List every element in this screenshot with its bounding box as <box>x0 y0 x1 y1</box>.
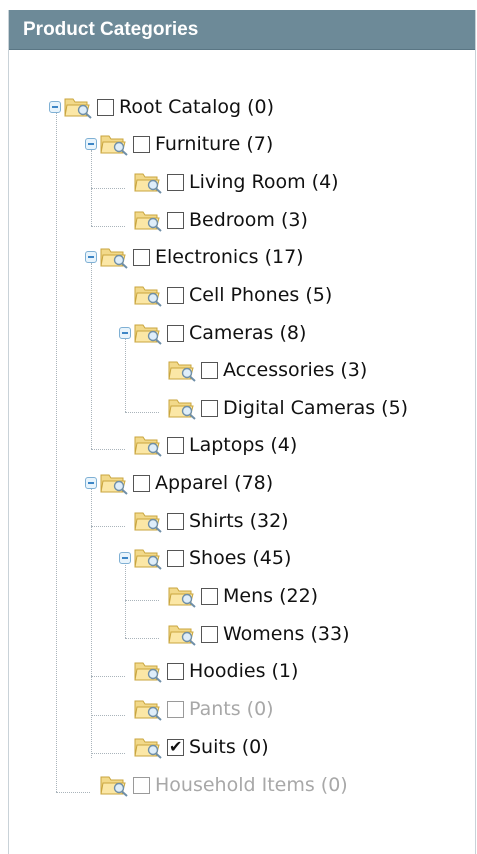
folder-icon <box>100 773 130 797</box>
category-checkbox[interactable] <box>133 777 150 794</box>
category-label[interactable]: Shirts (32) <box>189 510 289 532</box>
folder-icon <box>168 584 198 608</box>
category-checkbox[interactable] <box>167 212 184 229</box>
category-checkbox-checked[interactable] <box>167 739 184 756</box>
folder-icon <box>134 546 164 570</box>
folder-icon <box>134 208 164 232</box>
tree-node-furniture[interactable] <box>85 129 273 159</box>
folder-icon <box>134 735 164 759</box>
category-label[interactable]: Household Items (0) <box>155 774 348 796</box>
category-checkbox[interactable] <box>167 287 184 304</box>
category-checkbox[interactable] <box>167 437 184 454</box>
category-checkbox[interactable] <box>97 99 114 116</box>
category-checkbox[interactable] <box>201 362 218 379</box>
category-checkbox[interactable] <box>167 550 184 567</box>
collapse-icon[interactable] <box>49 101 61 113</box>
tree-node-household-items[interactable] <box>85 770 348 800</box>
category-label[interactable]: Laptops (4) <box>189 434 298 456</box>
tree-node-digital-cameras[interactable] <box>153 393 408 423</box>
tree-node-laptops[interactable] <box>119 430 297 460</box>
tree-node-shirts[interactable] <box>119 506 289 536</box>
tree-node-root-catalog[interactable] <box>49 92 274 122</box>
category-label[interactable]: Pants (0) <box>189 698 274 720</box>
category-checkbox[interactable] <box>167 174 184 191</box>
category-label[interactable]: Cameras (8) <box>189 322 307 344</box>
category-label[interactable]: Living Room (4) <box>189 171 339 193</box>
product-categories-panel <box>8 10 476 854</box>
folder-icon <box>134 433 164 457</box>
tree-node-apparel[interactable] <box>85 468 273 498</box>
tree-line <box>91 263 92 449</box>
category-label[interactable]: Root Catalog (0) <box>119 96 275 118</box>
tree-node-cameras[interactable] <box>119 318 306 348</box>
folder-icon <box>134 170 164 194</box>
category-checkbox[interactable] <box>201 400 218 417</box>
category-checkbox[interactable] <box>133 475 150 492</box>
category-checkbox[interactable] <box>167 325 184 342</box>
tree-line <box>56 113 57 792</box>
category-label[interactable]: Hoodies (1) <box>189 660 299 682</box>
folder-icon <box>134 659 164 683</box>
category-label[interactable]: Cell Phones (5) <box>189 284 333 306</box>
category-checkbox[interactable] <box>201 588 218 605</box>
category-checkbox[interactable] <box>167 663 184 680</box>
folder-icon <box>64 95 94 119</box>
category-checkbox[interactable] <box>133 136 150 153</box>
category-checkbox[interactable] <box>201 626 218 643</box>
category-label[interactable]: Shoes (45) <box>189 547 292 569</box>
tree-node-hoodies[interactable] <box>119 656 298 686</box>
tree-node-shoes[interactable] <box>119 543 291 573</box>
folder-icon <box>168 396 198 420</box>
category-label[interactable]: Womens (33) <box>223 623 350 645</box>
category-label[interactable]: Furniture (7) <box>155 133 274 155</box>
collapse-icon[interactable] <box>119 552 131 564</box>
collapse-icon[interactable] <box>85 251 97 263</box>
collapse-icon[interactable] <box>119 327 131 339</box>
folder-icon <box>134 321 164 345</box>
tree-line <box>91 489 92 758</box>
collapse-icon[interactable] <box>85 138 97 150</box>
category-label[interactable]: Mens (22) <box>223 585 319 607</box>
folder-icon <box>168 622 198 646</box>
collapse-icon[interactable] <box>85 477 97 489</box>
tree-node-bedroom[interactable] <box>119 205 308 235</box>
folder-icon <box>168 358 198 382</box>
folder-icon <box>100 132 130 156</box>
category-label[interactable]: Bedroom (3) <box>189 209 308 231</box>
category-label[interactable]: Suits (0) <box>189 736 269 758</box>
tree-node-suits[interactable] <box>119 732 269 762</box>
tree-node-pants[interactable] <box>119 694 274 724</box>
tree-node-accessories[interactable] <box>153 355 367 385</box>
category-label[interactable]: Apparel (78) <box>155 472 274 494</box>
panel-title: Product Categories <box>23 19 199 40</box>
category-tree <box>9 50 475 854</box>
folder-icon <box>100 471 130 495</box>
folder-icon <box>134 697 164 721</box>
category-label[interactable]: Electronics (17) <box>155 246 304 268</box>
panel-header <box>9 10 475 50</box>
folder-icon <box>134 509 164 533</box>
category-checkbox[interactable] <box>133 249 150 266</box>
folder-icon <box>134 283 164 307</box>
tree-node-womens[interactable] <box>153 619 349 649</box>
tree-line <box>125 337 126 412</box>
category-checkbox[interactable] <box>167 513 184 530</box>
folder-icon <box>100 245 130 269</box>
tree-node-mens[interactable] <box>153 581 318 611</box>
category-label[interactable]: Digital Cameras (5) <box>223 397 409 419</box>
tree-node-electronics[interactable] <box>85 242 304 272</box>
category-label[interactable]: Accessories (3) <box>223 359 368 381</box>
category-checkbox[interactable] <box>167 701 184 718</box>
tree-node-living-room[interactable] <box>119 167 339 197</box>
tree-node-cell-phones[interactable] <box>119 280 332 310</box>
